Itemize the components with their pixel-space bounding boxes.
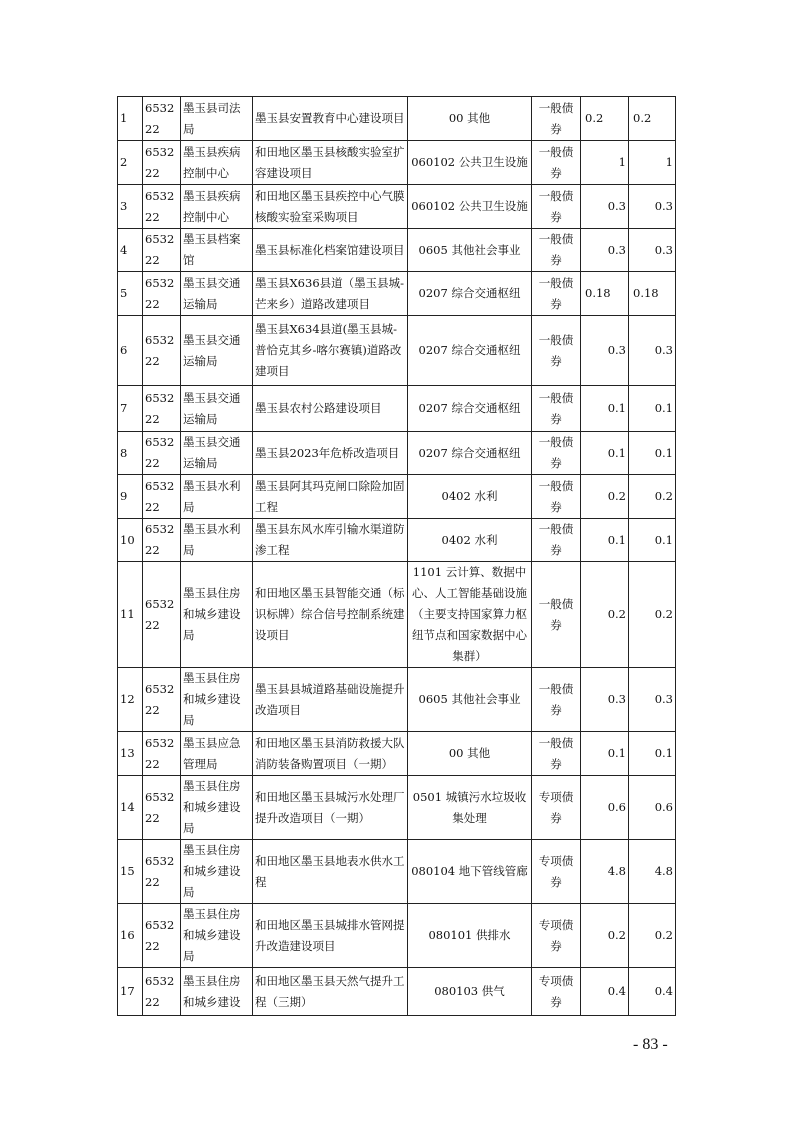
amount-1-cell: 0.2 [581, 97, 629, 141]
project-name-cell: 墨玉县县城道路基础设施提升改造项目 [253, 668, 408, 732]
amount-2-cell: 0.1 [629, 432, 676, 475]
row-number-cell: 6 [118, 316, 143, 386]
table-row [118, 732, 676, 776]
project-category-cell: 080103 供气 [408, 968, 532, 1016]
bond-type-cell: 专项债券 [532, 776, 581, 840]
amount-1-cell: 0.3 [581, 668, 629, 732]
project-category-cell: 0207 综合交通枢纽 [408, 316, 532, 386]
row-number-cell: 10 [118, 519, 143, 562]
amount-2-cell: 0.2 [629, 475, 676, 519]
department-cell: 墨玉县司法局 [181, 97, 253, 141]
table-row [118, 185, 676, 229]
region-code-cell: 653222 [143, 840, 181, 904]
region-code-cell: 653222 [143, 968, 181, 1016]
bond-project-table [117, 96, 676, 1016]
project-category-cell: 0402 水利 [408, 519, 532, 562]
row-number-cell: 2 [118, 141, 143, 185]
region-code-cell: 653222 [143, 97, 181, 141]
project-name-cell: 和田地区墨玉县疾控中心气膜核酸实验室采购项目 [253, 185, 408, 229]
row-number-cell: 8 [118, 432, 143, 475]
department-cell: 墨玉县交通运输局 [181, 386, 253, 432]
department-cell: 墨玉县住房和城乡建设局 [181, 776, 253, 840]
department-cell: 墨玉县交通运输局 [181, 432, 253, 475]
department-cell: 墨玉县住房和城乡建设局 [181, 668, 253, 732]
department-cell: 墨玉县水利局 [181, 475, 253, 519]
department-cell: 墨玉县住房和城乡建设 [181, 968, 253, 1016]
amount-2-cell: 0.2 [629, 97, 676, 141]
project-category-cell: 0402 水利 [408, 475, 532, 519]
department-cell: 墨玉县应急管理局 [181, 732, 253, 776]
row-number-cell: 11 [118, 562, 143, 668]
region-code-cell: 653222 [143, 668, 181, 732]
row-number-cell: 7 [118, 386, 143, 432]
amount-2-cell: 0.3 [629, 185, 676, 229]
project-name-cell: 和田地区墨玉县天然气提升工程（三期） [253, 968, 408, 1016]
bond-type-cell: 一般债券 [532, 386, 581, 432]
region-code-cell: 653222 [143, 475, 181, 519]
amount-1-cell: 0.18 [581, 272, 629, 316]
amount-2-cell: 0.6 [629, 776, 676, 840]
region-code-cell: 653222 [143, 432, 181, 475]
amount-1-cell: 4.8 [581, 840, 629, 904]
amount-1-cell: 0.2 [581, 562, 629, 668]
bond-type-cell: 一般债券 [532, 141, 581, 185]
table-row [118, 272, 676, 316]
department-cell: 墨玉县住房和城乡建设局 [181, 840, 253, 904]
bond-type-cell: 专项债券 [532, 904, 581, 968]
region-code-cell: 653222 [143, 272, 181, 316]
table-row [118, 562, 676, 668]
project-name-cell: 墨玉县X634县道(墨玉县城-普恰克其乡-喀尔赛镇)道路改建项目 [253, 316, 408, 386]
amount-1-cell: 0.1 [581, 432, 629, 475]
project-name-cell: 墨玉县东风水库引输水渠道防渗工程 [253, 519, 408, 562]
region-code-cell: 653222 [143, 519, 181, 562]
table-row [118, 316, 676, 386]
bond-type-cell: 专项债券 [532, 968, 581, 1016]
project-name-cell: 墨玉县阿其玛克闸口除险加固工程 [253, 475, 408, 519]
amount-2-cell: 4.8 [629, 840, 676, 904]
row-number-cell: 17 [118, 968, 143, 1016]
project-category-cell: 1101 云计算、数据中心、人工智能基础设施（主要支持国家算力枢纽节点和国家数据中心集群） [408, 562, 532, 668]
table-row [118, 475, 676, 519]
bond-type-cell: 一般债券 [532, 97, 581, 141]
amount-1-cell: 0.1 [581, 732, 629, 776]
bond-type-cell: 一般债券 [532, 732, 581, 776]
project-category-cell: 00 其他 [408, 732, 532, 776]
project-category-cell: 0207 综合交通枢纽 [408, 272, 532, 316]
table-row [118, 432, 676, 475]
row-number-cell: 13 [118, 732, 143, 776]
table-row [118, 519, 676, 562]
region-code-cell: 653222 [143, 229, 181, 272]
amount-1-cell: 0.2 [581, 475, 629, 519]
amount-2-cell: 0.3 [629, 229, 676, 272]
project-category-cell: 0605 其他社会事业 [408, 229, 532, 272]
region-code-cell: 653222 [143, 904, 181, 968]
bond-type-cell: 一般债券 [532, 316, 581, 386]
amount-1-cell: 0.3 [581, 229, 629, 272]
department-cell: 墨玉县交通运输局 [181, 316, 253, 386]
project-name-cell: 和田地区墨玉县消防救援大队消防装备购置项目（一期） [253, 732, 408, 776]
amount-1-cell: 1 [581, 141, 629, 185]
amount-1-cell: 0.1 [581, 519, 629, 562]
region-code-cell: 653222 [143, 185, 181, 229]
department-cell: 墨玉县水利局 [181, 519, 253, 562]
region-code-cell: 653222 [143, 776, 181, 840]
project-name-cell: 和田地区墨玉县核酸实验室扩容建设项目 [253, 141, 408, 185]
amount-1-cell: 0.3 [581, 316, 629, 386]
row-number-cell: 9 [118, 475, 143, 519]
table-row [118, 141, 676, 185]
amount-1-cell: 0.2 [581, 904, 629, 968]
project-category-cell: 080104 地下管线管廊 [408, 840, 532, 904]
row-number-cell: 15 [118, 840, 143, 904]
page-number: - 83 - [633, 1036, 668, 1053]
bond-type-cell: 一般债券 [532, 475, 581, 519]
row-number-cell: 5 [118, 272, 143, 316]
region-code-cell: 653222 [143, 316, 181, 386]
row-number-cell: 4 [118, 229, 143, 272]
department-cell: 墨玉县疾病控制中心 [181, 185, 253, 229]
project-name-cell: 和田地区墨玉县智能交通（标识标牌）综合信号控制系统建设项目 [253, 562, 408, 668]
table-row [118, 904, 676, 968]
project-category-cell: 060102 公共卫生设施 [408, 141, 532, 185]
bond-type-cell: 一般债券 [532, 519, 581, 562]
department-cell: 墨玉县住房和城乡建设局 [181, 904, 253, 968]
bond-type-cell: 一般债券 [532, 562, 581, 668]
project-name-cell: 墨玉县安置教育中心建设项目 [253, 97, 408, 141]
amount-2-cell: 0.3 [629, 316, 676, 386]
row-number-cell: 16 [118, 904, 143, 968]
amount-2-cell: 0.1 [629, 386, 676, 432]
table-body [118, 97, 676, 1016]
amount-2-cell: 0.1 [629, 519, 676, 562]
region-code-cell: 653222 [143, 386, 181, 432]
project-category-cell: 00 其他 [408, 97, 532, 141]
region-code-cell: 653222 [143, 562, 181, 668]
region-code-cell: 653222 [143, 141, 181, 185]
department-cell: 墨玉县疾病控制中心 [181, 141, 253, 185]
amount-2-cell: 0.2 [629, 562, 676, 668]
department-cell: 墨玉县交通运输局 [181, 272, 253, 316]
project-name-cell: 和田地区墨玉县城污水处理厂提升改造项目（一期） [253, 776, 408, 840]
bond-type-cell: 一般债券 [532, 432, 581, 475]
project-name-cell: 和田地区墨玉县城排水管网提升改造建设项目 [253, 904, 408, 968]
amount-2-cell: 0.18 [629, 272, 676, 316]
project-category-cell: 0501 城镇污水垃圾收集处理 [408, 776, 532, 840]
bond-type-cell: 一般债券 [532, 272, 581, 316]
bond-type-cell: 一般债券 [532, 668, 581, 732]
table-row [118, 386, 676, 432]
department-cell: 墨玉县档案馆 [181, 229, 253, 272]
project-category-cell: 0605 其他社会事业 [408, 668, 532, 732]
amount-2-cell: 0.3 [629, 668, 676, 732]
table-row [118, 668, 676, 732]
row-number-cell: 12 [118, 668, 143, 732]
project-name-cell: 墨玉县X636县道（墨玉县城-芒来乡）道路改建项目 [253, 272, 408, 316]
row-number-cell: 14 [118, 776, 143, 840]
amount-2-cell: 0.1 [629, 732, 676, 776]
table-row [118, 97, 676, 141]
project-name-cell: 墨玉县标准化档案馆建设项目 [253, 229, 408, 272]
bond-type-cell: 一般债券 [532, 229, 581, 272]
project-category-cell: 0207 综合交通枢纽 [408, 386, 532, 432]
table-row [118, 968, 676, 1016]
table-row [118, 840, 676, 904]
project-name-cell: 墨玉县农村公路建设项目 [253, 386, 408, 432]
row-number-cell: 1 [118, 97, 143, 141]
project-name-cell: 和田地区墨玉县地表水供水工程 [253, 840, 408, 904]
project-category-cell: 060102 公共卫生设施 [408, 185, 532, 229]
amount-1-cell: 0.1 [581, 386, 629, 432]
amount-2-cell: 1 [629, 141, 676, 185]
amount-1-cell: 0.3 [581, 185, 629, 229]
amount-1-cell: 0.6 [581, 776, 629, 840]
row-number-cell: 3 [118, 185, 143, 229]
project-category-cell: 080101 供排水 [408, 904, 532, 968]
table-row [118, 776, 676, 840]
bond-type-cell: 专项债券 [532, 840, 581, 904]
department-cell: 墨玉县住房和城乡建设局 [181, 562, 253, 668]
region-code-cell: 653222 [143, 732, 181, 776]
amount-1-cell: 0.4 [581, 968, 629, 1016]
amount-2-cell: 0.4 [629, 968, 676, 1016]
table-row [118, 229, 676, 272]
amount-2-cell: 0.2 [629, 904, 676, 968]
project-name-cell: 墨玉县2023年危桥改造项目 [253, 432, 408, 475]
project-category-cell: 0207 综合交通枢纽 [408, 432, 532, 475]
bond-type-cell: 一般债券 [532, 185, 581, 229]
